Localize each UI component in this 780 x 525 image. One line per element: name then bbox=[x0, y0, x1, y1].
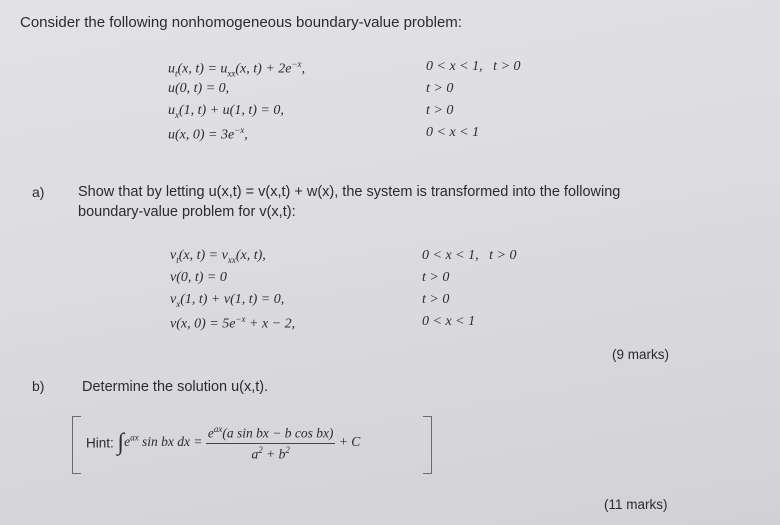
part-a-text-line1: Show that by letting u(x,t) = v(x,t) + w(x), the system is transformed into the following bbox=[78, 184, 621, 200]
hint-box bbox=[72, 416, 432, 474]
part-a-conditions bbox=[422, 248, 516, 336]
hint-label: Hint: bbox=[86, 435, 114, 451]
part-a-label: a) bbox=[32, 184, 45, 200]
part-a-equations bbox=[170, 248, 295, 336]
problem-cond-4: 0 < x < 1 bbox=[426, 125, 480, 140]
problem-cond-1: 0 < x < 1, t > 0 bbox=[426, 59, 521, 74]
part-b-marks: (11 marks) bbox=[604, 497, 668, 512]
part-b-label: b) bbox=[32, 378, 45, 394]
problem-eq-1: $u_t(x$, $t) = u_{xx}(x$, $t) + 2e^{-x}$, bbox=[168, 59, 306, 79]
hint-left-bracket bbox=[72, 416, 81, 474]
hint-formula: $\int e^{ax}$ sin bx dx = $\frac{e^{ax}(a \sin bx - b \cos bx)}{a^2 + b^2}$ + C bbox=[117, 424, 361, 461]
problem-conditions bbox=[426, 59, 520, 147]
part-a-eq-4: v(x, $0) = 5e^{-x} + x - 2$, bbox=[170, 314, 296, 332]
part-a-eq-1: $v_t(x$, $t) = v_{xx}(x$, t), bbox=[170, 248, 266, 265]
hint-content bbox=[86, 424, 360, 462]
problem-eq-3: $u_x(1$, t) + u(1, t) = 0, bbox=[168, 103, 284, 120]
part-a-text bbox=[78, 182, 620, 222]
part-a-cond-1: 0 < x < 1, t > 0 bbox=[422, 248, 517, 263]
problem-equations bbox=[168, 59, 305, 147]
part-b-text: Determine the solution u(x,t). bbox=[82, 379, 269, 395]
hint-fraction: $\frac{e^{ax}(a \sin bx - b \cos bx)}{a^2 + b^2}$ bbox=[207, 424, 334, 461]
part-a-marks: (9 marks) bbox=[612, 347, 669, 362]
problem-eq-2: u(0, t) = 0, bbox=[168, 81, 230, 96]
part-a-eq-3: $v_x(1$, t) + v(1, t) = 0, bbox=[170, 292, 285, 309]
part-a-text-line2: boundary-value problem for v(x,t): bbox=[78, 204, 296, 220]
part-a-eq-2: v(0, t) = 0 bbox=[170, 270, 227, 285]
part-a-cond-2: t > 0 bbox=[422, 270, 450, 285]
problem-eq-4: u(x, $0) = 3e^{-x}$, bbox=[168, 125, 248, 143]
part-a-cond-3: t > 0 bbox=[422, 292, 450, 307]
hint-right-bracket bbox=[423, 416, 432, 474]
problem-cond-3: t > 0 bbox=[426, 103, 454, 118]
part-a-cond-4: 0 < x < 1 bbox=[422, 314, 476, 329]
problem-cond-2: t > 0 bbox=[426, 81, 454, 96]
problem-intro: Consider the following nonhomogeneous boundary-value problem: bbox=[20, 14, 462, 31]
